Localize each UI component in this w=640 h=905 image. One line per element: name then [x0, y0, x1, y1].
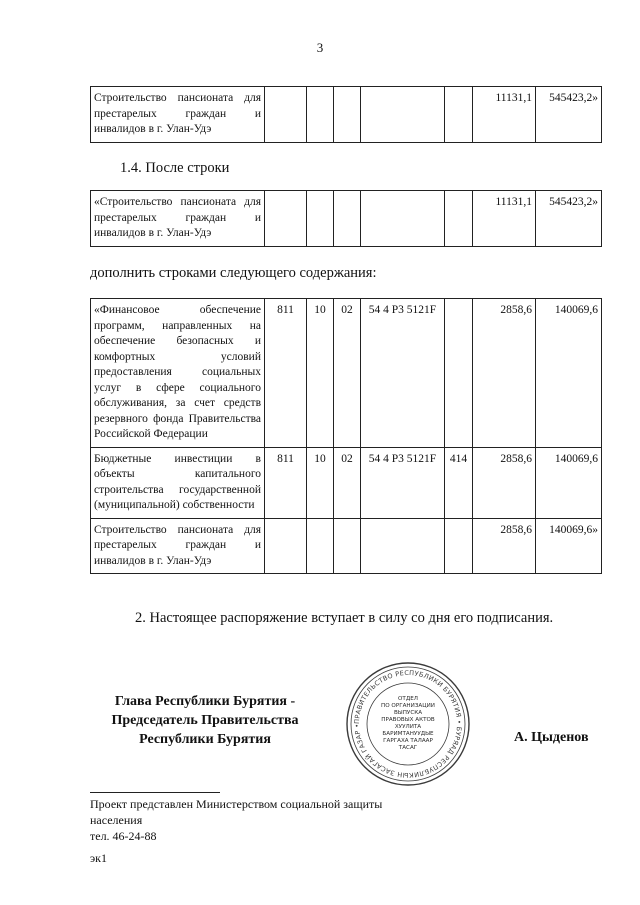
target-article-code: 54 4 P3 5121F: [361, 447, 445, 518]
grbs-code: [265, 191, 307, 247]
target-article-code: [361, 87, 445, 143]
amount-1: 11131,1: [473, 191, 536, 247]
section-code: 10: [307, 447, 334, 518]
signatory-title-line-3: Республики Бурятия: [139, 732, 271, 747]
expense-type-code: [445, 191, 473, 247]
seal-line: ГАРГАХА ТАЛААР: [383, 738, 433, 744]
expense-type-code: [445, 518, 473, 574]
amount-1: 2858,6: [473, 447, 536, 518]
expense-type-code: [445, 299, 473, 448]
budget-table-after-row: [90, 190, 602, 247]
budget-table-existing: [90, 86, 602, 143]
seal-line: ВЫПУСКА: [393, 710, 423, 716]
expense-type-code: [445, 87, 473, 143]
target-article-code: [361, 518, 445, 574]
seal-line: ПРАВОВЫХ АКТОВ: [381, 717, 435, 723]
target-article-code: [361, 191, 445, 247]
supplement-text: дополнить строками следующего содержания:: [90, 265, 377, 281]
amount-2: 545423,2»: [536, 87, 602, 143]
target-article-code: 54 4 P3 5121F: [361, 299, 445, 448]
section-code: [307, 518, 334, 574]
footnote-divider: [90, 792, 220, 793]
table-row: [91, 518, 602, 574]
table-row: [91, 299, 602, 448]
subsection-code: [334, 191, 361, 247]
footnote-line-2: населения: [90, 813, 143, 827]
expense-type-code: 414: [445, 447, 473, 518]
table-row: [91, 191, 602, 247]
grbs-code: [265, 518, 307, 574]
grbs-code: 811: [265, 447, 307, 518]
seal-line: БАРИМТАНУУДЫЕ: [382, 731, 434, 737]
footnote: [90, 796, 382, 844]
section-1-4-heading: 1.4. После строки: [120, 160, 230, 176]
grbs-code: 811: [265, 299, 307, 448]
subsection-code: [334, 518, 361, 574]
seal-line: ТАСАГ: [398, 745, 418, 751]
section-code: [307, 191, 334, 247]
amount-1: 11131,1: [473, 87, 536, 143]
signatory-name: А. Цыденов: [514, 730, 589, 745]
subsection-code: 02: [334, 299, 361, 448]
paragraph-2: 2. Настоящее распоряжение вступает в силу со дня его подписания.: [135, 610, 554, 626]
footnote-phone: тел. 46-24-88: [90, 829, 157, 843]
table-row: [91, 447, 602, 518]
budget-table-new-rows: [90, 298, 602, 574]
seal-line: ОТДЕЛ: [398, 696, 418, 702]
subsection-code: [334, 87, 361, 143]
row-name: Строительство пансионата для престарелых граждан и инвалидов в г. Улан-Удэ: [91, 518, 265, 574]
page-number: 3: [316, 40, 324, 55]
row-name: «Строительство пансионата для престарелых граждан и инвалидов в г. Улан-Удэ: [91, 191, 265, 247]
signatory-title-line-2: Председатель Правительства: [111, 713, 299, 728]
reference-code: эк1: [90, 851, 107, 865]
signatory-title: [90, 692, 320, 749]
amount-2: 140069,6: [536, 299, 602, 448]
seal-ring-text: ПРАВИТЕЛЬСТВО РЕСПУБЛИКИ БУРЯТИЯ • БУРЯАД РЕСПУБЛИКЫН ЗАСАГАЙ ГАЗАР •: [352, 668, 464, 780]
amount-1: 2858,6: [473, 518, 536, 574]
amount-2: 140069,6»: [536, 518, 602, 574]
amount-2: 545423,2»: [536, 191, 602, 247]
seal-line: ХУУЛИТА: [394, 724, 422, 730]
grbs-code: [265, 87, 307, 143]
section-code: 10: [307, 299, 334, 448]
row-name: «Финансовое обеспечение программ, направленных на обеспечение безопасных и комфортных условий предоставления социальных услуг в сфере социального обслуживания, за счет средств резервного фонда Правительства Российской Федерации: [91, 299, 265, 448]
row-name: Строительство пансионата для престарелых граждан и инвалидов в г. Улан-Удэ: [91, 87, 265, 143]
signatory-title-line-1: Глава Республики Бурятия -: [114, 694, 296, 709]
seal-line: ПО ОРГАНИЗАЦИИ: [381, 703, 435, 709]
section-code: [307, 87, 334, 143]
official-seal-stamp: [344, 660, 472, 788]
amount-2: 140069,6: [536, 447, 602, 518]
subsection-code: 02: [334, 447, 361, 518]
amount-1: 2858,6: [473, 299, 536, 448]
footnote-line-1: Проект представлен Министерством социальной защиты: [90, 797, 383, 811]
row-name: Бюджетные инвестиции в объекты капитального строительства государственной (муниципальной) собственности: [91, 447, 265, 518]
table-row: [91, 87, 602, 143]
